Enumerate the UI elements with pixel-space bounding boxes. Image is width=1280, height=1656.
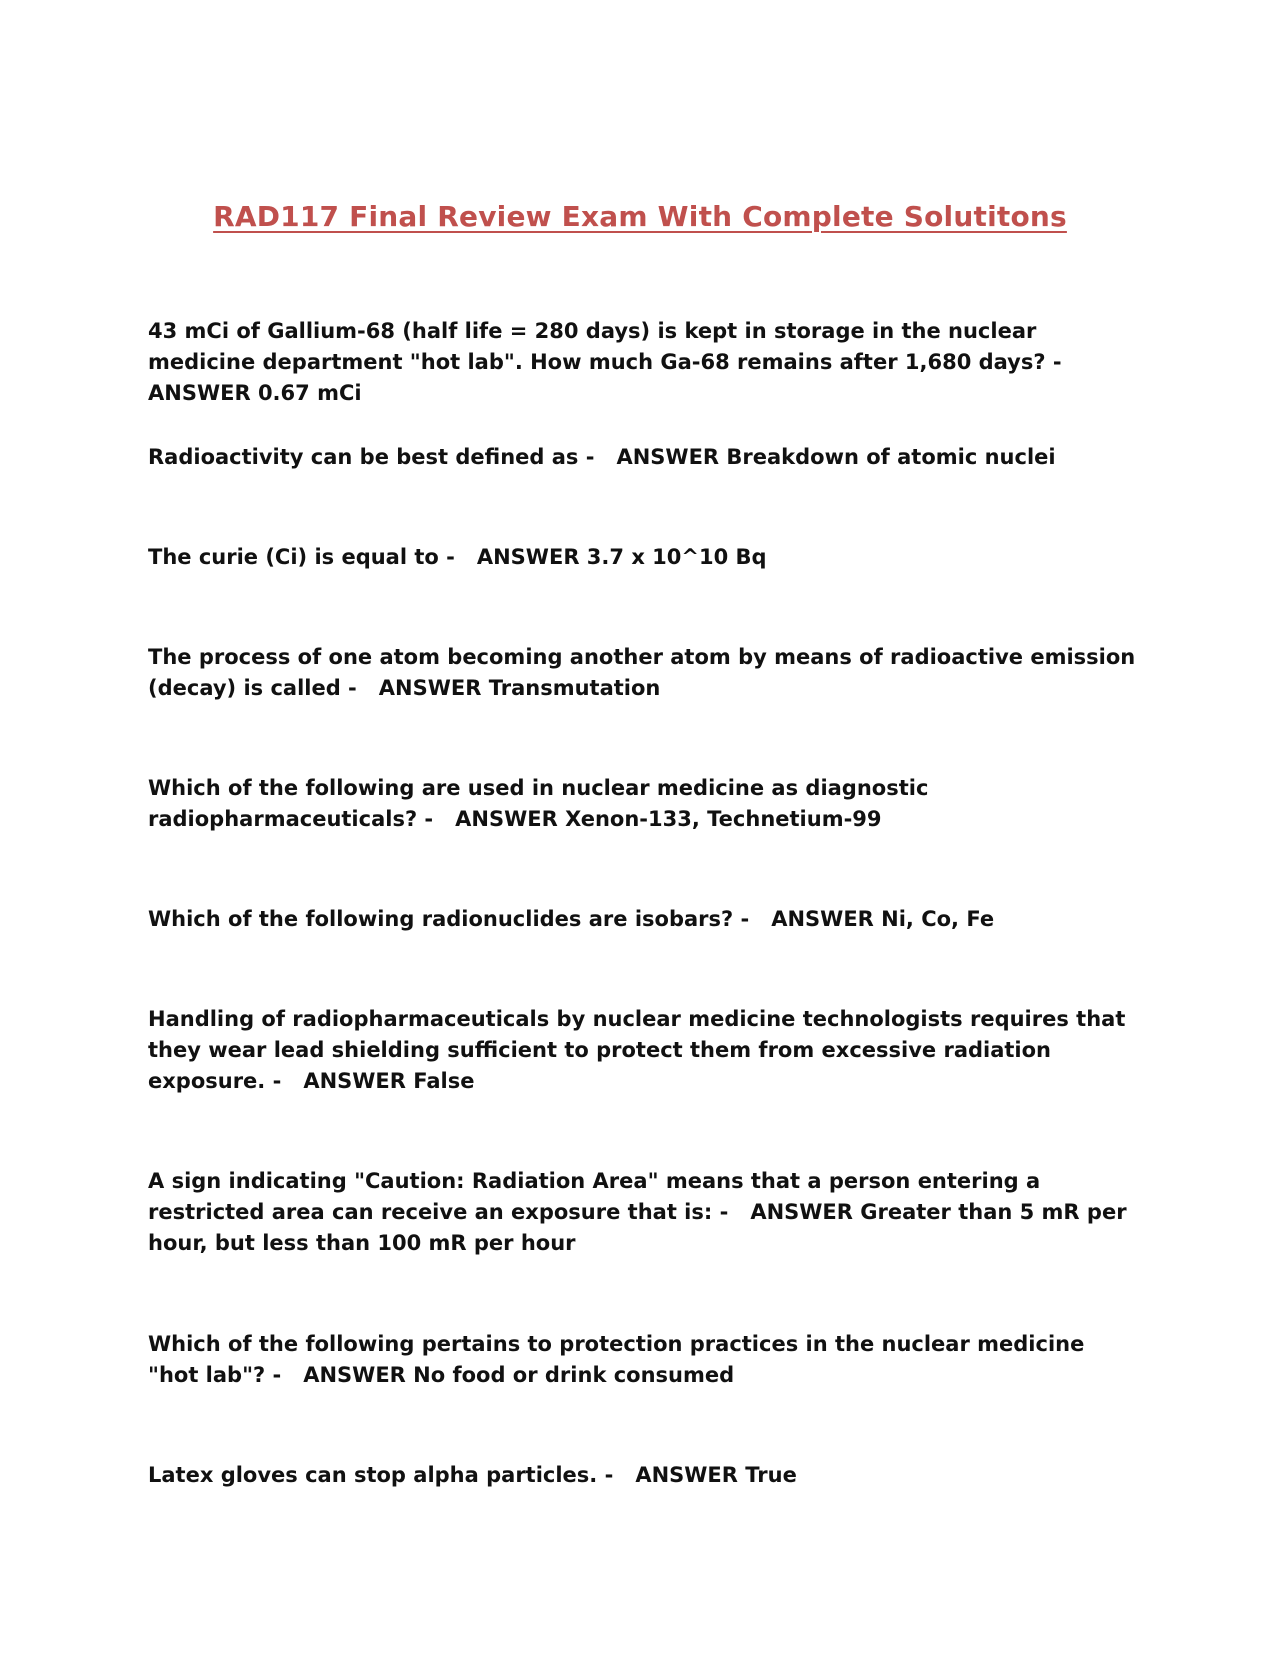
answer-text: ANSWER Breakdown of atomic nuclei [616, 445, 1056, 469]
qa-item-9 [148, 1329, 1138, 1391]
qa-item-7 [148, 1004, 1138, 1097]
answer-text: ANSWER 3.7 x 10^10 Bq [476, 545, 767, 569]
question-text: The curie (Ci) is equal to - [148, 545, 455, 569]
qa-item-2 [148, 442, 1138, 473]
answer-text: ANSWER True [635, 1463, 797, 1487]
question-text: Radioactivity can be best defined as - [148, 445, 595, 469]
qa-item-3 [148, 542, 1138, 573]
question-text: Which of the following pertains to protection practices in the nuclear medicine "hot lab"? - [148, 1332, 1085, 1387]
answer-text: ANSWER Ni, Co, Fe [771, 907, 995, 931]
answer-text: ANSWER Greater than 5 mR per hour, but less than 100 mR per hour [148, 1200, 1127, 1255]
question-text: Which of the following radionuclides are isobars? - [148, 907, 750, 931]
page-title: RAD117 Final Review Exam With Complete Solutitons [213, 200, 1067, 233]
qa-item-10 [148, 1460, 1138, 1491]
answer-text: ANSWER Xenon-133, Technetium-99 [455, 807, 882, 831]
question-text: The process of one atom becoming another atom by means of radioactive emission (decay) is called - [148, 645, 1136, 700]
question-text: 43 mCi of Gallium-68 (half life = 280 days) is kept in storage in the nuclear medicine department "hot lab". How much Ga-68 remains after 1,680 days? - [148, 319, 1062, 374]
qa-item-8 [148, 1166, 1138, 1259]
answer-text: ANSWER No food or drink consumed [303, 1363, 735, 1387]
answer-text: ANSWER False [303, 1069, 475, 1093]
question-text: Latex gloves can stop alpha particles. - [148, 1463, 614, 1487]
question-text: Handling of radiopharmaceuticals by nuclear medicine technologists requires that they wear lead shielding sufficient to protect them from excessive radiation exposure. - [148, 1007, 1126, 1093]
question-text: A sign indicating "Caution: Radiation Area" means that a person entering a restricted area can receive an exposure that is: - [148, 1169, 1041, 1224]
answer-text: ANSWER 0.67 mCi [148, 381, 362, 405]
qa-item-1 [148, 316, 1138, 409]
qa-item-6 [148, 904, 1138, 935]
question-text: Which of the following are used in nuclear medicine as diagnostic radiopharmaceuticals? - [148, 776, 929, 831]
qa-item-5 [148, 773, 1138, 835]
answer-text: ANSWER Transmutation [378, 676, 661, 700]
qa-item-4 [148, 642, 1138, 704]
